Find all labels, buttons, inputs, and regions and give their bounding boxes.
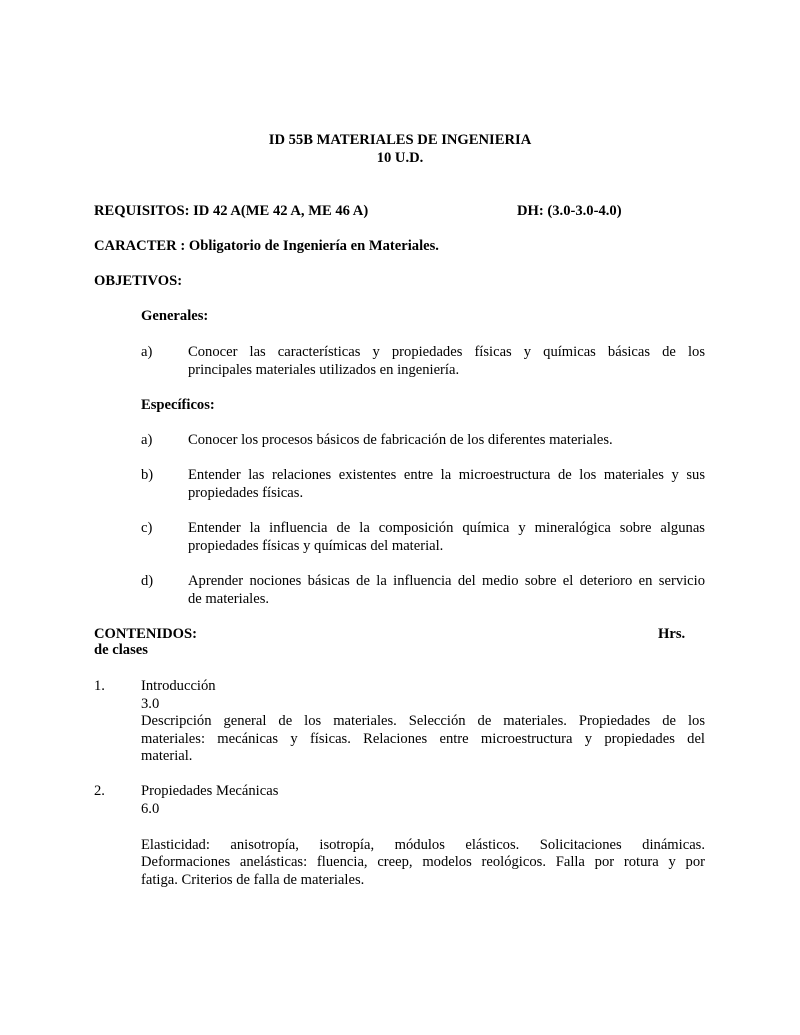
course-title: ID 55B MATERIALES DE INGENIERIA	[268, 132, 532, 148]
dh-value: DH: (3.0-3.0-4.0)	[517, 203, 622, 219]
list-marker: b)	[141, 467, 154, 483]
generales-item-line: principales materiales utilizados en ingeniería.	[188, 362, 460, 378]
content-number: 2.	[94, 783, 105, 799]
generales-item-line: Conocer las características y propiedades físicas y químicas básicas de los	[188, 344, 705, 360]
especificos-item-line: Aprender nociones básicas de la influencia del medio sobre el deterioro en servicio	[188, 573, 705, 589]
objetivos-heading: OBJETIVOS:	[94, 273, 183, 289]
content-desc-line: Descripción general de los materiales. Selección de materiales. Propiedades de los	[141, 713, 705, 729]
content-title: Propiedades Mecánicas	[141, 783, 279, 799]
generales-heading: Generales:	[141, 308, 209, 324]
caracter-label: CARACTER : Obligatorio de Ingeniería en Materiales.	[94, 238, 439, 254]
especificos-item-line: Entender la influencia de la composición química y mineralógica sobre algunas	[188, 520, 705, 536]
requisitos-label: REQUISITOS: ID 42 A(ME 42 A, ME 46 A)	[94, 203, 369, 219]
list-marker: a)	[141, 432, 153, 448]
content-desc-line: Deformaciones anelásticas: fluencia, creep, modelos reológicos. Falla por rotura y por	[141, 854, 705, 870]
content-number: 1.	[94, 678, 105, 694]
list-marker: a)	[141, 344, 153, 360]
content-hours: 3.0	[141, 696, 160, 712]
content-desc-line: fatiga. Criterios de falla de materiales.	[141, 872, 365, 888]
content-hours: 6.0	[141, 801, 160, 817]
hrs-label-cont: de clases	[94, 642, 148, 658]
especificos-item-line: propiedades físicas y químicas del material.	[188, 538, 444, 554]
contenidos-heading: CONTENIDOS:	[94, 626, 197, 642]
hrs-label: Hrs.	[658, 626, 686, 642]
list-marker: d)	[141, 573, 154, 589]
content-desc-line: Elasticidad: anisotropía, isotropía, módulos elásticos. Solicitaciones dinámicas.	[141, 837, 705, 853]
especificos-item-line: propiedades físicas.	[188, 485, 304, 501]
especificos-item-line: de materiales.	[188, 591, 270, 607]
especificos-item-line: Conocer los procesos básicos de fabricación de los diferentes materiales.	[188, 432, 613, 448]
especificos-heading: Específicos:	[141, 397, 215, 413]
content-desc-line: material.	[141, 748, 193, 764]
content-title: Introducción	[141, 678, 216, 694]
content-desc-line: materiales: mecánicas y físicas. Relaciones entre microestructura y propiedades del	[141, 731, 705, 747]
course-units: 10 U.D.	[376, 150, 424, 166]
list-marker: c)	[141, 520, 153, 536]
especificos-item-line: Entender las relaciones existentes entre la microestructura de los materiales y sus	[188, 467, 705, 483]
